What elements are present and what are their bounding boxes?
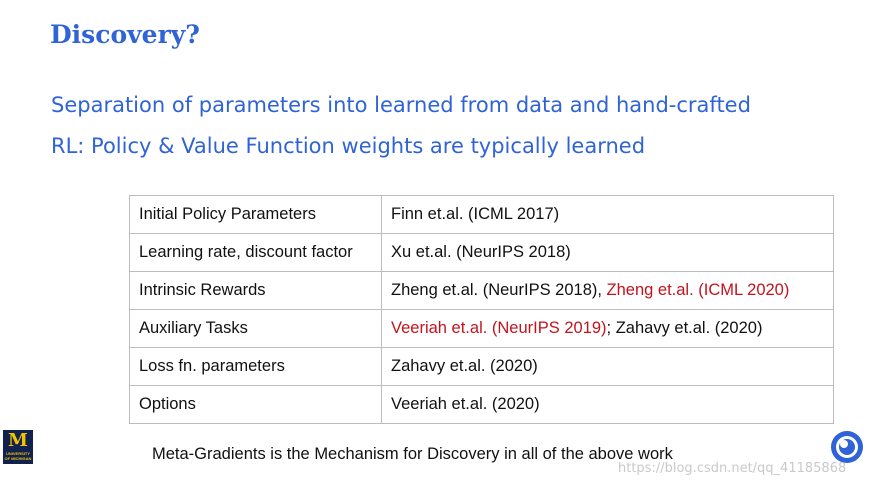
ref-text-highlighted: Veeriah et.al. (NeurIPS 2019) <box>391 319 607 337</box>
ref-cell <box>382 310 834 348</box>
ref-text: Finn et.al. (ICML 2017) <box>391 205 560 223</box>
ref-text: Xu et.al. (NeurIPS 2018) <box>391 243 571 261</box>
param-cell: Intrinsic Rewards <box>130 272 382 310</box>
ref-text: Zheng et.al. (NeurIPS 2018), <box>391 281 607 299</box>
ref-text: ; Zahavy et.al. (2020) <box>606 319 763 337</box>
slide-line-separation: Separation of parameters into learned from data and hand-crafted <box>51 93 751 117</box>
slide-title: Discovery? <box>50 20 200 49</box>
discovery-table <box>129 195 834 424</box>
ref-text: Veeriah et.al. (2020) <box>391 395 540 413</box>
param-cell: Auxiliary Tasks <box>130 310 382 348</box>
ref-cell <box>382 234 834 272</box>
ref-cell <box>382 386 834 424</box>
watermark-text: https://blog.csdn.net/qq_41185868 <box>618 461 847 476</box>
ref-cell <box>382 348 834 386</box>
table-row <box>130 272 834 310</box>
logo-subtext: UNIVERSITY OF MICHIGAN <box>4 451 32 461</box>
logo-letter: M <box>8 430 28 451</box>
table-row <box>130 348 834 386</box>
slide-line-rl: RL: Policy & Value Function weights are typically learned <box>51 134 646 158</box>
table-row <box>130 234 834 272</box>
table-row <box>130 196 834 234</box>
ref-text-highlighted: Zheng et.al. (ICML 2020) <box>606 281 790 299</box>
michigan-logo <box>3 430 33 464</box>
table-row <box>130 386 834 424</box>
param-cell: Initial Policy Parameters <box>130 196 382 234</box>
param-cell: Learning rate, discount factor <box>130 234 382 272</box>
deepmind-logo-icon <box>830 430 864 464</box>
table-row <box>130 310 834 348</box>
ref-text: Zahavy et.al. (2020) <box>391 357 538 375</box>
param-cell: Loss fn. parameters <box>130 348 382 386</box>
ref-cell <box>382 196 834 234</box>
ref-cell <box>382 272 834 310</box>
slide-caption: Meta-Gradients is the Mechanism for Discovery in all of the above work <box>152 445 673 463</box>
param-cell: Options <box>130 386 382 424</box>
